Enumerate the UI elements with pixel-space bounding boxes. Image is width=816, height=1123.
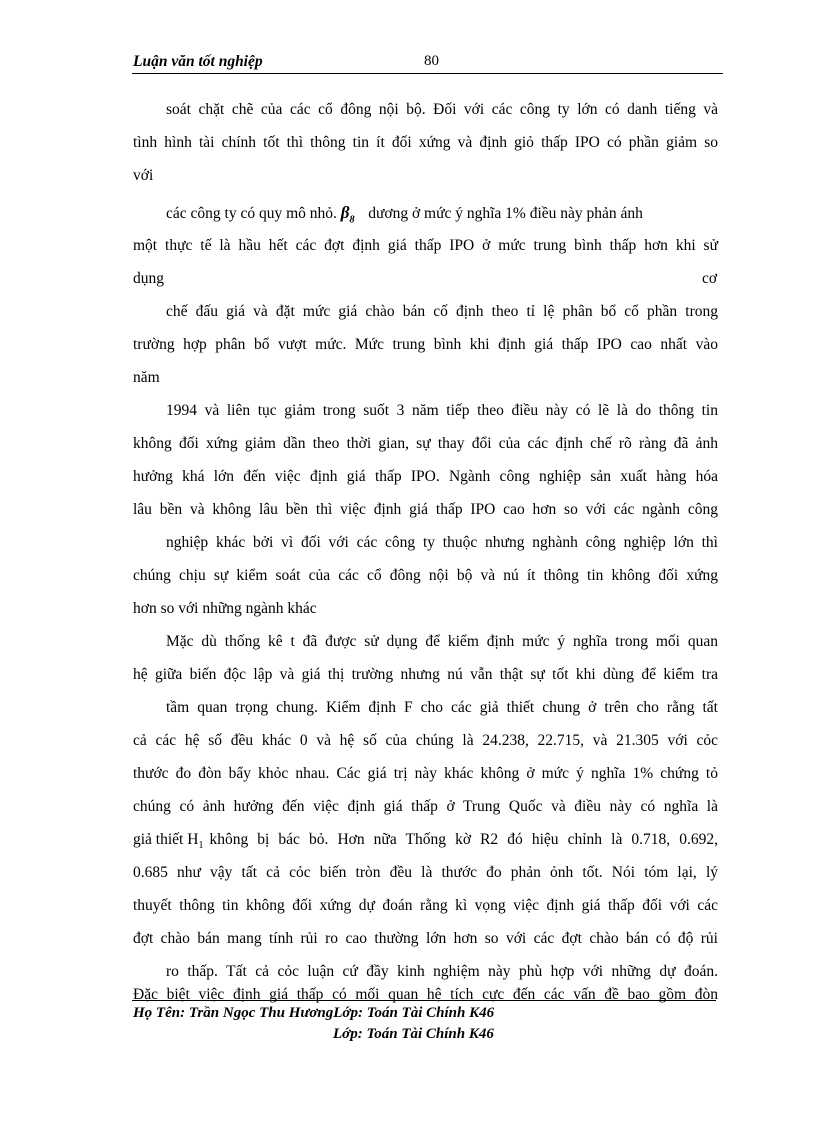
text-line: không đối xứng giảm dần theo thời gian, sự thay đổi của các định chế rõ ràng đã ảnh bbox=[133, 435, 718, 452]
text-line: Đặc biệt việc định giá thấp có mối quan hệ tích cực đến các vấn đề bao gồm đòn bbox=[133, 986, 718, 1003]
text-line: thuyết thông tin không đối xứng dự đoán rằng kì vọng việc định giá thấp đối với các bbox=[133, 897, 718, 914]
header-divider bbox=[132, 73, 723, 74]
text-line: soát chặt chẽ của các cổ đông nội bộ. Đối với các công ty lớn có danh tiếng và bbox=[166, 101, 718, 118]
text-line: ro thấp. Tất cả cỏc luận cứ đầy kinh nghiệm này phù hợp với những dự đoán. bbox=[166, 963, 718, 980]
text-segment: không bị bác bỏ. Hơn nữa Thống kờ R2 đó hiệu chỉnh là 0.718, 0.692, bbox=[209, 831, 718, 848]
text-line bbox=[133, 830, 718, 856]
text-line: dụng bbox=[133, 270, 164, 287]
text-line: một thực tế là hầu hết các đợt định giá thấp IPO ở mức trung bình thấp hơn khi sử bbox=[133, 237, 718, 254]
text-line: chúng có ảnh hưởng đến việc định giá thấp ở Trung Quốc và điều này có nghĩa là bbox=[133, 798, 718, 815]
text-line: với bbox=[133, 167, 154, 184]
text-line: cơ bbox=[702, 270, 718, 287]
text-line: hưởng khá lớn đến việc định giá thấp IPO. Ngành công nghiệp sản xuất hàng hóa bbox=[133, 468, 718, 485]
text-line: lâu bền và không lâu bền thì việc định giá thấp IPO cao hơn so với các ngành công bbox=[133, 501, 718, 518]
text-line: chúng chịu sự kiểm soát của các cổ đông nội bộ và nú ít thông tin không đối xứng bbox=[133, 567, 718, 584]
header-title: Luận văn tốt nghiệp bbox=[133, 53, 263, 70]
footer-author: Họ Tên: Trần Ngọc Thu HươngLớp: Toán Tài Chính K46 bbox=[133, 1005, 495, 1021]
text-line: chế đấu giá và đặt mức giá chào bán cố định theo tỉ lệ phân bổ cổ phần trong bbox=[166, 303, 718, 320]
beta-glyph: β bbox=[340, 203, 350, 222]
page-number: 80 bbox=[424, 53, 439, 69]
text-line: tầm quan trọng chung. Kiểm định F cho các giả thiết chung ở trên cho rằng tất bbox=[166, 699, 718, 716]
hypothesis-subscript: 1 bbox=[198, 840, 204, 852]
text-line: 1994 và liên tục giảm trong suốt 3 năm tiếp theo điều này có lẽ là do thông tin bbox=[166, 402, 718, 419]
footer-class: Lớp: Toán Tài Chính K46 bbox=[333, 1026, 494, 1042]
text-line: hơn so với những ngành khác bbox=[133, 600, 317, 617]
text-line: 0.685 như vậy tất cả cỏc biến tròn đều là thước đo phản ỏnh tốt. Nói tóm lại, lý bbox=[133, 864, 718, 881]
beta-symbol bbox=[340, 203, 355, 226]
beta-subscript: 8 bbox=[349, 214, 355, 226]
text-line: nghiệp khác bởi vì đối với các công ty thuộc nhưng nghành công nghiệp lớn thì bbox=[166, 534, 718, 551]
text-segment: dương ở mức ý nghĩa 1% điều này phản ánh bbox=[368, 205, 643, 222]
text-line bbox=[166, 203, 643, 230]
text-segment bbox=[133, 830, 203, 856]
text-line: năm bbox=[133, 369, 160, 386]
text-line: cả các hệ số đều khác 0 và hệ số của chúng là 24.238, 22.715, và 21.305 với cỏc bbox=[133, 732, 718, 749]
text-segment: các công ty có quy mô nhỏ. bbox=[166, 205, 337, 222]
text-line: tình hình tài chính tốt thì thông tin ít đối xứng và định giỏ thấp IPO có phần giảm so bbox=[133, 134, 718, 151]
footer-divider bbox=[132, 1000, 716, 1001]
text-line: đợt chào bán mang tính rủi ro cao thường lớn hơn so với các đợt chào bán có độ rủi bbox=[133, 930, 718, 947]
text-line: trường hợp phân bổ vượt mức. Mức trung bình khi định giá thấp IPO cao nhất vào bbox=[133, 336, 718, 353]
text-line: Mặc dù thống kê t đã được sử dụng để kiểm định mức ý nghĩa trong mối quan bbox=[166, 633, 718, 650]
text-line: thước đo đòn bẩy khỏc nhau. Các giá trị này khác không ở mức ý nghĩa 1% chứng tỏ bbox=[133, 765, 718, 782]
text-line: hệ giữa biến độc lập và giá thị trường nhưng nú vẫn thật sự tốt khi dùng để kiểm tra bbox=[133, 666, 718, 683]
hypothesis-label: giả thiết H bbox=[133, 831, 199, 848]
